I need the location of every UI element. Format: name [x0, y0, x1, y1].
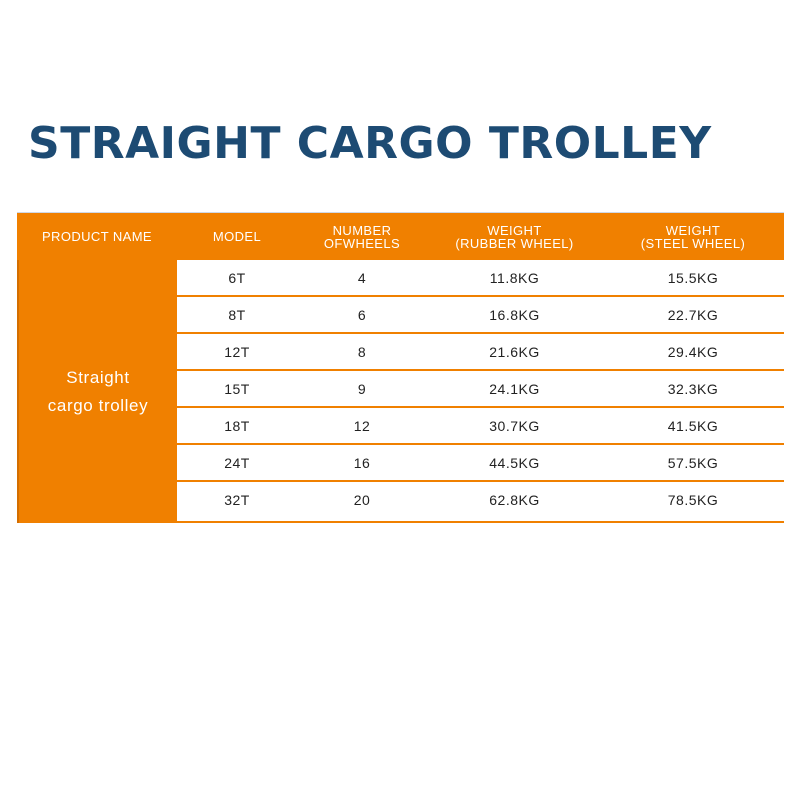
header-number-of-wheels — [297, 213, 427, 260]
steel-weight-cell: 41.5KG — [667, 417, 719, 434]
wheels-cell: 4 — [357, 269, 367, 286]
wheels-cell: 20 — [353, 491, 371, 508]
wheels-cell: 16 — [353, 454, 371, 471]
steel-weight-cell: 15.5KG — [667, 269, 719, 286]
header-steel-line2: (STEEL WHEEL) — [640, 235, 746, 251]
steel-weight-cell: 29.4KG — [667, 343, 719, 360]
header-wheels-line2: OFWHEELS — [323, 235, 401, 251]
table-row — [177, 334, 784, 371]
page-title: STRAIGHT CARGO TROLLEY — [28, 118, 712, 169]
product-name-line1: Straight — [66, 367, 130, 387]
header-rubber-line1: WEIGHT — [487, 222, 542, 238]
model-cell: 8T — [228, 306, 246, 323]
model-cell: 6T — [228, 269, 246, 286]
wheels-cell: 9 — [357, 380, 367, 397]
model-cell: 18T — [224, 417, 250, 434]
steel-weight-cell: 32.3KG — [667, 380, 719, 397]
header-product-name-label: PRODUCT NAME — [41, 229, 152, 244]
rubber-weight-cell: 16.8KG — [489, 306, 540, 323]
wheels-cell: 12 — [353, 417, 371, 434]
header-steel-line1: WEIGHT — [665, 222, 721, 238]
table-header — [17, 212, 784, 260]
rubber-weight-cell: 44.5KG — [489, 454, 540, 471]
header-wheels-line1: NUMBER — [332, 222, 392, 238]
product-name-cell — [17, 260, 177, 523]
spec-table — [17, 212, 784, 523]
steel-weight-cell: 78.5KG — [667, 491, 719, 508]
rubber-weight-cell: 62.8KG — [489, 491, 540, 508]
steel-weight-cell: 22.7KG — [667, 306, 719, 323]
table-row — [177, 408, 784, 445]
model-cell: 32T — [224, 491, 250, 508]
model-cell: 12T — [224, 343, 250, 360]
steel-weight-cell: 57.5KG — [667, 454, 719, 471]
header-product-name — [17, 213, 177, 260]
rubber-weight-cell: 24.1KG — [489, 380, 540, 397]
wheels-cell: 6 — [357, 306, 367, 323]
rubber-weight-cell: 11.8KG — [489, 269, 540, 286]
rubber-weight-cell: 21.6KG — [489, 343, 540, 360]
header-weight-rubber — [427, 213, 602, 260]
wheels-cell: 8 — [357, 343, 367, 360]
header-weight-steel — [602, 213, 784, 260]
model-cell: 24T — [224, 454, 250, 471]
table-row — [177, 482, 784, 519]
table-row — [177, 371, 784, 408]
data-rows — [177, 260, 784, 523]
header-model-label: MODEL — [212, 229, 262, 244]
rubber-weight-cell: 30.7KG — [489, 417, 540, 434]
table-row — [177, 297, 784, 334]
table-body — [17, 260, 784, 523]
header-model — [177, 213, 297, 260]
table-row — [177, 260, 784, 297]
model-cell: 15T — [224, 380, 250, 397]
table-row — [177, 445, 784, 482]
header-rubber-line2: (RUBBER WHEEL) — [455, 235, 574, 251]
product-name-line2: cargo trolley — [47, 395, 149, 415]
